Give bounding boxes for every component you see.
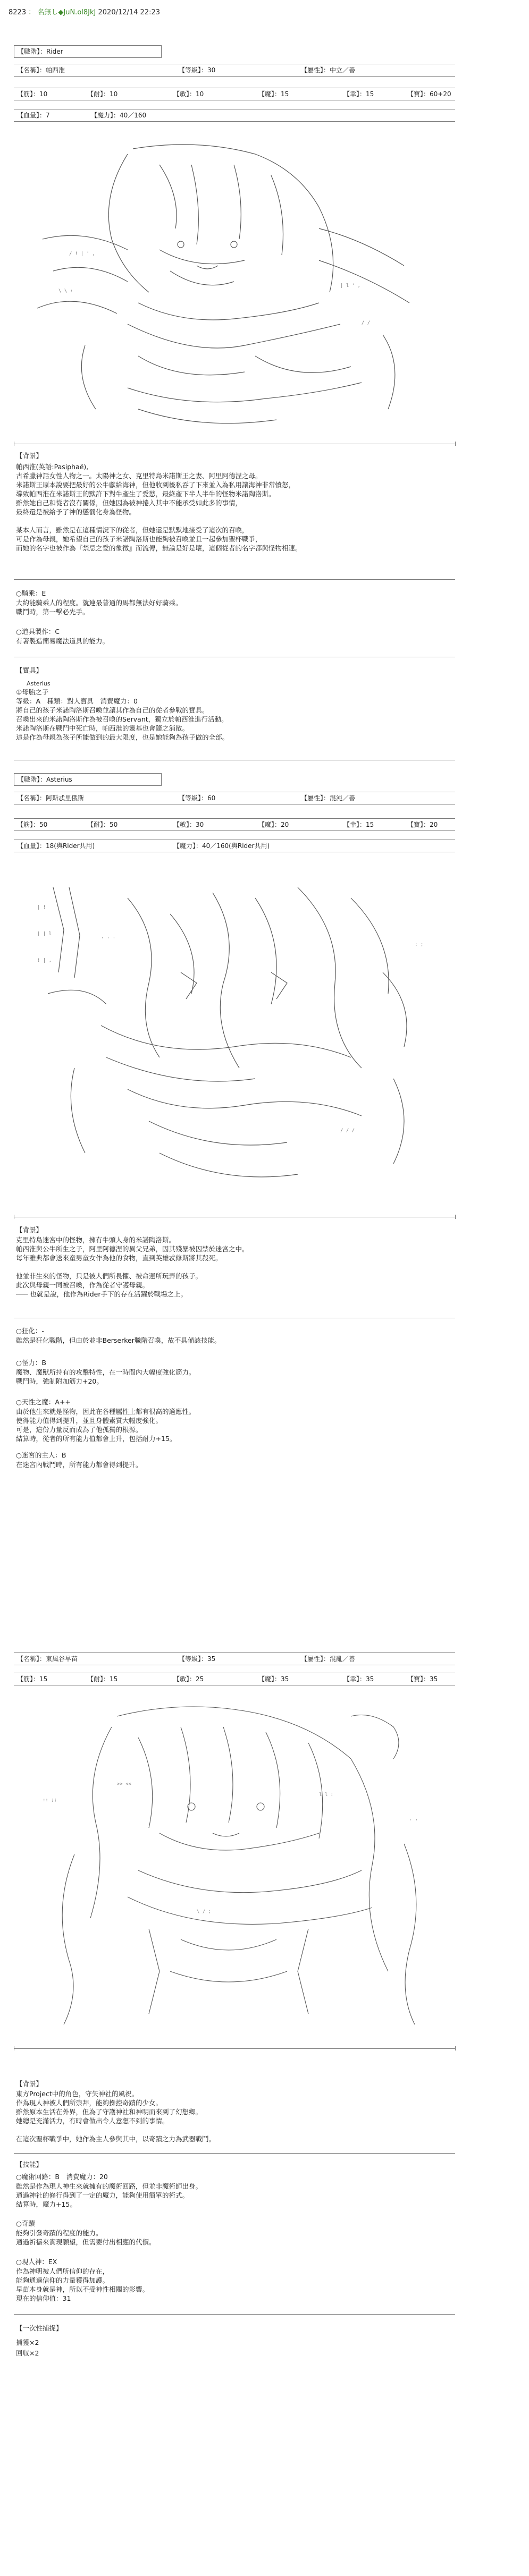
skill-1-body: 雖然是作為現人神生來就擁有的魔術回路，但並非魔術師出身。 通過神社的修行得到了一定的魔力，能夠使用簡單的術式。 結算時，魔力+15。 xyxy=(16,2182,203,2208)
stats-row xyxy=(14,1673,455,1685)
np-ruby: Asterius xyxy=(27,680,51,687)
background-text: 東方Project中的角色，守矢神社的風祝。 作為現人神被人們所崇拜，能夠操控奇蹟的少女。 雖然原本生活在外界，但為了守護神社和神明而來到了幻想鄉。 她總是充滿活力，有時會做出令人意想不到的事情。 在這次聖杯戰爭中，她作為主人參與其中，以奇蹟之力為武器戰鬥。 xyxy=(16,2090,216,2143)
stat-agi: 【敏】：10 xyxy=(173,90,204,98)
svg-text:/ /: / / xyxy=(362,320,371,326)
stat-np: 【寶】：60+20 xyxy=(407,90,451,98)
stat-np: 【寶】：35 xyxy=(407,1675,438,1683)
alignment-label: 【屬性】：混亂／善 xyxy=(301,1655,356,1663)
stat-str: 【筋】：10 xyxy=(17,90,48,98)
divider xyxy=(14,579,455,580)
skill-1-body: 大約能騎乘人的程度。就連最普通的馬都無法好好騎乘。 戰鬥時，第一擊必先手。 xyxy=(16,599,182,616)
stat-luk: 【幸】：15 xyxy=(343,90,374,98)
svg-text:! | ,: ! | , xyxy=(37,958,52,963)
stat-agi: 【敏】：30 xyxy=(173,821,204,828)
svg-text:: ;: : ; xyxy=(415,942,424,947)
svg-text:/ / /: / / / xyxy=(340,1128,355,1133)
divider-tick xyxy=(455,1215,456,1219)
portrait-ascii-art-sanae xyxy=(21,1695,447,2040)
stat-end: 【耐】：10 xyxy=(87,90,118,98)
skill-2-title: ○怪力：B xyxy=(16,1359,46,1367)
name-label: 【名稱】：東風谷早苗 xyxy=(17,1655,78,1663)
stat-mag: 【魔】：15 xyxy=(258,90,289,98)
skill-3-body: 作為神明被人們所信仰的存在， 能夠通過信仰的力量獲得加護。 早苗本身就是神，所以不受神性相關的影響。 現在的信仰值：31 xyxy=(16,2267,149,2302)
footer-line-1: 捕獲×2 xyxy=(16,2338,39,2346)
level-label: 【等級】：30 xyxy=(179,66,216,74)
alignment-label: 【屬性】：混沌／善 xyxy=(301,794,356,802)
skill-3-title: ○現人神：EX xyxy=(16,2258,57,2266)
svg-text:| | l: | | l xyxy=(37,931,52,937)
class-label: 【職階】：Rider xyxy=(18,48,63,55)
skill-2-body: 魔物、魔獸所持有的攻擊特性，在一時間內大幅度強化筋力。 戰鬥時，強制附加筋力+20。 xyxy=(16,1368,196,1385)
stat-str: 【筋】：50 xyxy=(17,821,48,828)
skill-2-title: ○道具製作：C xyxy=(16,628,60,635)
np-line: 等級：A 種類：對人寶具 消費魔力：0 xyxy=(16,697,138,705)
hp-label: 【血量】：7 xyxy=(17,112,50,119)
poster-name: 名無し◆JuN.ol8JkJ xyxy=(37,9,96,16)
name-row xyxy=(14,792,455,804)
background-title: 【背景】 xyxy=(16,1226,43,1234)
background-text: 克里特島迷宮中的怪物，擁有牛頭人身的米諾陶洛斯。 帕西淮與公牛所生之子，阿里阿德涅的異父兄弟，因其殘暴被囚禁於迷宮之中。 每年雅典都會送來童男童女作為他的食物，直到英雄忒修斯將其殺死。 他並非生來的怪物，只是被人們所畏懼、被命運所玩弄的孩子。 此次與母親一同被召喚，作為從者守護母親。 ─── 也就是說，他作為Rider手下的存在活躍於戰場之上。 xyxy=(16,1236,249,1298)
svg-text:| l ' ,: | l ' , xyxy=(340,283,360,289)
skill-1-title: ○魔術回路：B 消費魔力：20 xyxy=(16,2173,108,2181)
np-body: 將自己的孩子米諾陶洛斯召喚並讓其作為自己的從者參戰的寶具。 召喚出來的米諾陶洛斯作為被召喚的Servant，獨立於帕西淮進行活動。 米諾陶洛斯在戰鬥中死亡時，帕西淮的靈基也會隨之消散。 這是作為母親為孩子所能做到的最大限度，也是她能夠為孩子做的全部。 xyxy=(16,706,229,741)
stat-np: 【寶】：20 xyxy=(407,821,438,828)
hp-mp-row xyxy=(14,840,455,852)
stat-agi: 【敏】：25 xyxy=(173,1675,204,1683)
footer-line-2: 回収×2 xyxy=(16,2349,39,2357)
skill-2-body: 能夠引發奇蹟的程度的能力。 通過祈禱來實現願望，但需要付出相應的代價。 xyxy=(16,2229,156,2246)
class-box xyxy=(14,45,162,58)
level-label: 【等級】：35 xyxy=(179,1655,216,1663)
stat-end: 【耐】：50 xyxy=(87,821,118,828)
skill-3-title: ○天性之魔：A++ xyxy=(16,1398,71,1406)
stat-str: 【筋】：15 xyxy=(17,1675,48,1683)
np-title: 【寶具】 xyxy=(16,666,43,674)
class-box xyxy=(14,773,162,786)
mp-label: 【魔力】：40／160 xyxy=(91,112,147,119)
skill-1-body: 雖然是狂化職階，但由於並非Berserker職階召喚，故不具備該技能。 xyxy=(16,1336,221,1344)
divider xyxy=(14,2048,455,2049)
class-label: 【職階】：Asterius xyxy=(18,776,72,783)
skill-1-title: ○騎乘：E xyxy=(16,589,46,597)
mp-label: 【魔力】：40／160(與Rider共用) xyxy=(173,842,270,850)
skill-3-body: 由於他生來就是怪物，因此在各種屬性上都有很高的適應性。 使得能力值得到提升，並且身體素質大幅度強化。 可是，這份力量反而成為了他孤獨的根源。 結算時，從者的所有能力值都會上升，包括耐力+15。 xyxy=(16,1408,196,1443)
stat-luk: 【幸】：15 xyxy=(343,821,374,828)
stat-luk: 【幸】：35 xyxy=(343,1675,374,1683)
hp-label: 【血量】：18(與Rider共用) xyxy=(17,842,95,850)
svg-text:\ \ :: \ \ : xyxy=(58,289,73,294)
divider xyxy=(14,2153,455,2154)
divider-tick xyxy=(455,2046,456,2050)
post-datetime: 2020/12/14 22:23 xyxy=(98,9,161,16)
name-row xyxy=(14,64,455,77)
stat-end: 【耐】：15 xyxy=(87,1675,118,1683)
header-separator: ： xyxy=(28,9,36,16)
alignment-label: 【屬性】：中立／善 xyxy=(301,66,356,74)
background-title: 【背景】 xyxy=(16,452,43,460)
svg-text::: ;;: :: ;; xyxy=(43,1798,57,1803)
post-number: 8223 xyxy=(9,9,27,16)
hp-mp-row xyxy=(14,109,455,122)
skill-1-title: ○狂化：- xyxy=(16,1327,44,1335)
svg-text:\ / ;: \ / ; xyxy=(197,1909,212,1914)
skill-2-body: 有著製造簡易魔法道具的能力。 xyxy=(16,637,110,645)
svg-text:l l :: l l : xyxy=(319,1792,334,1798)
skill-2-title: ○奇蹟 xyxy=(16,2219,35,2227)
portrait-ascii-art-asterius xyxy=(21,866,447,1211)
background-text: 帕西淮(英語:Pasiphaë), 古希臘神話女性人物之一。太陽神之女、克里特島米諾斯王之妻、阿里阿德涅之母。 米諾斯王原本說要把最好的公牛獻給海神，但他收到後私吞了下來並入為私用讓海神非常憤怒， 導致帕西淮在米諾斯王的默許下對牛產生了愛慾，最終產下半人半牛的怪物米諾陶洛斯。 雖然她自己和從者沒有關係，但她因為被神捲入其中不能承受如此多的事情， 最終還是被給予了神的懲罰化身為怪物。 某本人而言，雖然是在這種情況下的從者，但她還是默默地接受了這次的召喚， 可是作為母親，她希望自己的孩子米諾陶洛斯也能夠被召喚並且一起參加聖杯戰爭， 而她的名字也被作為『禁忌之愛的象徵』而流傳，無論是好是壞，這個從者的名字都與怪物相連。 xyxy=(16,463,302,552)
stats-row xyxy=(14,818,455,831)
svg-text:/ ! | ' ,: / ! | ' , xyxy=(69,251,95,257)
skill-4-title: ○迷宮的主人：B xyxy=(16,1451,66,1459)
name-row xyxy=(14,1653,455,1665)
name-label: 【名稱】：帕西淮 xyxy=(17,66,65,74)
stats-row xyxy=(14,88,455,100)
divider xyxy=(14,2314,455,2315)
portrait-ascii-art-rider xyxy=(21,133,436,436)
level-label: 【等級】：60 xyxy=(179,794,216,802)
skill-4-body: 在迷宮內戰鬥時，所有能力都會得到提升。 xyxy=(16,1461,142,1469)
divider-tick xyxy=(455,442,456,446)
np-name: ①母胎之子 xyxy=(16,688,49,696)
footer-title: 【一次性捕捉】 xyxy=(16,2324,63,2332)
svg-text:' ' ': ' ' ' xyxy=(101,937,116,942)
svg-text:| !: | ! xyxy=(37,905,46,910)
skills-title: 【技能】 xyxy=(16,2160,43,2168)
stat-mag: 【魔】：20 xyxy=(258,821,289,828)
background-title: 【背景】 xyxy=(16,2080,43,2088)
svg-text:>> <<: >> << xyxy=(117,1782,132,1787)
name-label: 【名稱】：阿斯忒里俄斯 xyxy=(17,794,85,802)
post-header xyxy=(9,6,160,16)
stat-mag: 【魔】：35 xyxy=(258,1675,289,1683)
svg-text:' ': ' ' xyxy=(409,1819,418,1824)
